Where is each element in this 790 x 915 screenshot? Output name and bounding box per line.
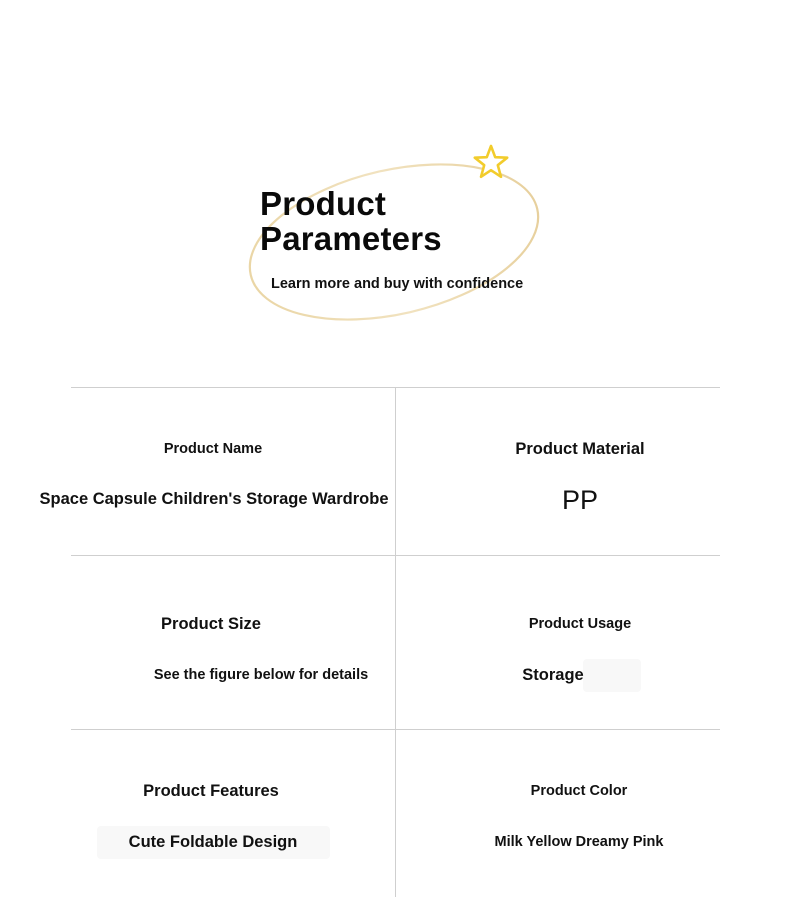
param-value: PP [561, 485, 599, 515]
param-value: See the figure below for details [153, 667, 369, 683]
param-label: Product Size [161, 615, 261, 633]
page-subtitle: Learn more and buy with confidence [271, 276, 524, 292]
param-value: Milk Yellow Dreamy Pink [494, 834, 664, 850]
page-title-line-2: Parameters [260, 220, 442, 257]
param-label: Product Features [143, 782, 279, 800]
table-divider-vertical [395, 387, 396, 897]
param-value: Space Capsule Children's Storage Wardrobe [39, 490, 389, 508]
param-value: Cute Foldable Design [128, 833, 298, 851]
decorative-highlight [583, 659, 641, 692]
param-label: Product Material [515, 440, 645, 458]
param-label: Product Usage [528, 616, 632, 632]
param-value: Storage [522, 666, 584, 684]
param-label: Product Color [530, 783, 628, 799]
param-label: Product Name [163, 441, 263, 457]
page-title-line-1: Product [260, 185, 387, 222]
